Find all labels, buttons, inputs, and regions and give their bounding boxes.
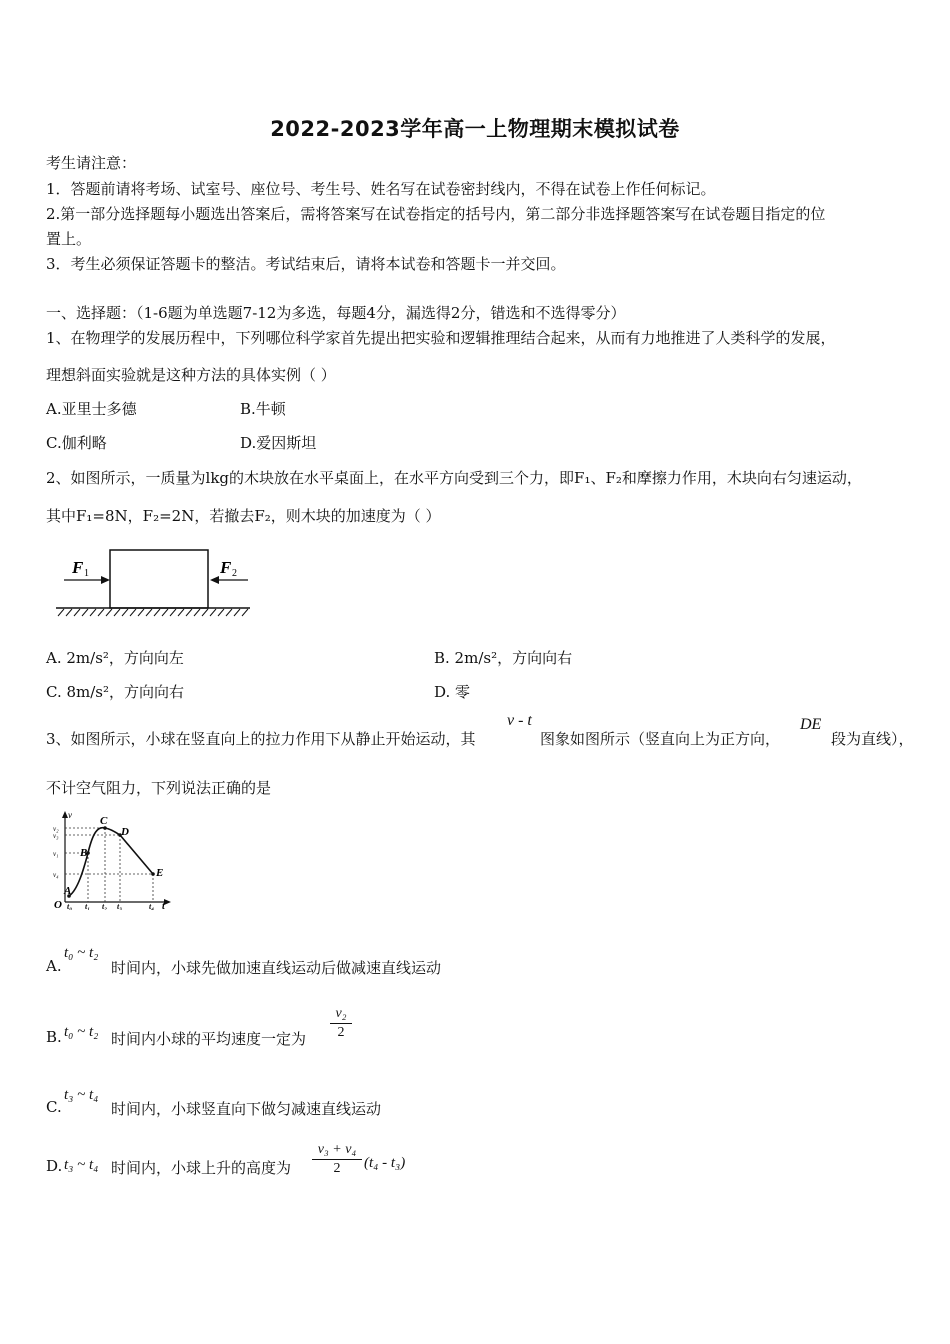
q2-option-b[interactable]: B. 2m/s²，方向向右 [434, 649, 573, 667]
q2-option-a[interactable]: A. 2m/s²，方向向左 [46, 649, 184, 667]
q1-text: 1、在物理学的发展历程中，下列哪位科学家首先提出把实验和逻辑推理结合起来，从而有力地推进了人类科学的发展， [46, 329, 836, 347]
label-c: C [100, 815, 108, 827]
label-b: B [80, 847, 88, 859]
f2-label: F [220, 558, 232, 577]
q3-option-b-prefix[interactable]: B. [46, 1028, 62, 1046]
v-tick-4: v₄ [53, 871, 59, 879]
q3-option-b-denominator: 2 [337, 1025, 345, 1040]
v-tick-1: v₁ [53, 850, 59, 858]
ground-hatch [58, 609, 248, 616]
label-e: E [156, 867, 164, 879]
t-axis-label: t [162, 901, 165, 910]
vt-curve [69, 828, 153, 896]
q3-text-part3: 段为直线）， [831, 730, 914, 748]
q2-option-d[interactable]: D. 零 [434, 683, 471, 701]
point-e [151, 872, 155, 876]
q3-text-part2: 图象如图所示（竖直向上为正方向， [540, 730, 781, 748]
page-title: 2022-2023学年高一上物理期末模拟试卷 [270, 117, 680, 141]
f1-arrowhead [101, 576, 110, 584]
t-tick-2: t₂ [102, 902, 108, 910]
q2-option-c[interactable]: C. 8m/s²，方向向右 [46, 683, 185, 701]
q3-text-cont: 不计空气阻力，下列说法正确的是 [46, 779, 272, 797]
q3-option-d-numerator: v₃ + v₄ [317, 1142, 357, 1157]
q3-option-d-range: t₃ ~ t₄ [64, 1157, 99, 1173]
q3-option-a-prefix[interactable]: A. [46, 957, 62, 975]
q1-text-cont: 理想斜面实验就是这种方法的具体实例（ ） [46, 366, 336, 384]
t-tick-4: t₄ [149, 902, 155, 910]
notice-item-2: 2.第一部分选择题每小题选出答案后，需将答案写在试卷指定的括号内，第二部分非选择题答案写在试卷题目指定的位 [46, 205, 826, 223]
q3-option-d-denominator: 2 [333, 1161, 341, 1176]
label-d: D [121, 826, 129, 838]
q3-option-c-prefix[interactable]: C. [46, 1098, 62, 1116]
q3-text-part1: 3、如图所示，小球在竖直向上的拉力作用下从静止开始运动，其 [46, 730, 476, 748]
f1-subscript: 1 [84, 568, 89, 579]
label-a: A [64, 885, 72, 897]
notice-item-2-cont: 置上。 [46, 230, 92, 248]
q3-option-d-tail: (t₄ - t₃) [364, 1155, 406, 1171]
q3-option-c-text[interactable]: 时间内，小球竖直向下做匀减速直线运动 [111, 1100, 382, 1118]
q2-text: 2、如图所示，一质量为lkg的木块放在水平桌面上，在水平方向受到三个力，即F₁、F₂和摩擦力作用，木块向右匀速运动， [46, 469, 862, 487]
q3-option-c-range: t₃ ~ t₄ [64, 1087, 99, 1103]
f2-subscript: 2 [232, 568, 237, 579]
t-tick-3: t₃ [117, 902, 123, 910]
q1-option-a[interactable]: A.亚里士多德 [46, 400, 137, 418]
q3-vt-symbol: v - t [507, 712, 532, 729]
block [110, 550, 208, 608]
origin-label: O [54, 899, 62, 910]
t-tick-1: t₁ [85, 902, 91, 910]
notice-item-3: 3．考生必须保证答题卡的整洁。考试结束后，请将本试卷和答题卡一并交回。 [46, 255, 566, 273]
q3-option-a-range: t₀ ~ t₂ [64, 945, 99, 961]
f1-label: F [72, 558, 84, 577]
q2-block-figure [50, 540, 260, 618]
q3-de-symbol: DE [800, 716, 822, 733]
q3-vt-graph [48, 808, 178, 910]
t-tick-0: t₀ [67, 902, 73, 910]
notice-heading: 考生请注意： [46, 154, 137, 172]
notice-item-1: 1．答题前请将考场、试室号、座位号、考生号、姓名写在试卷密封线内，不得在试卷上作任何标记。 [46, 180, 716, 198]
q2-text-cont: 其中F₁=8N，F₂=2N，若撤去F₂，则木块的加速度为（ ） [46, 507, 441, 525]
section-heading: 一、选择题：（1-6题为单选题7-12为多选，每题4分，漏选得2分，错选和不选得零分） [46, 304, 626, 322]
t-axis-arrowhead [164, 899, 171, 905]
q3-option-b-fraction [330, 1006, 352, 1041]
q3-option-d-prefix[interactable]: D. [46, 1157, 63, 1175]
q3-option-a-text[interactable]: 时间内，小球先做加速直线运动后做减速直线运动 [111, 959, 442, 977]
q1-option-d[interactable]: D.爱因斯坦 [240, 434, 317, 452]
f2-arrowhead [210, 576, 219, 584]
v-tick-2: v₂ [53, 825, 59, 833]
q1-option-b[interactable]: B.牛顿 [240, 400, 286, 418]
q3-option-d-text[interactable]: 时间内，小球上升的高度为 [111, 1159, 292, 1177]
q3-option-b-range: t₀ ~ t₂ [64, 1024, 99, 1040]
guide-lines [65, 828, 153, 902]
v-tick-3: v₃ [53, 832, 59, 840]
q1-option-c[interactable]: C.伽利略 [46, 434, 107, 452]
q3-option-b-numerator: v₂ [335, 1006, 347, 1021]
q3-option-d-fraction [312, 1142, 362, 1177]
q3-option-b-text[interactable]: 时间内小球的平均速度一定为 [111, 1030, 307, 1048]
v-axis-label: v [68, 810, 72, 820]
